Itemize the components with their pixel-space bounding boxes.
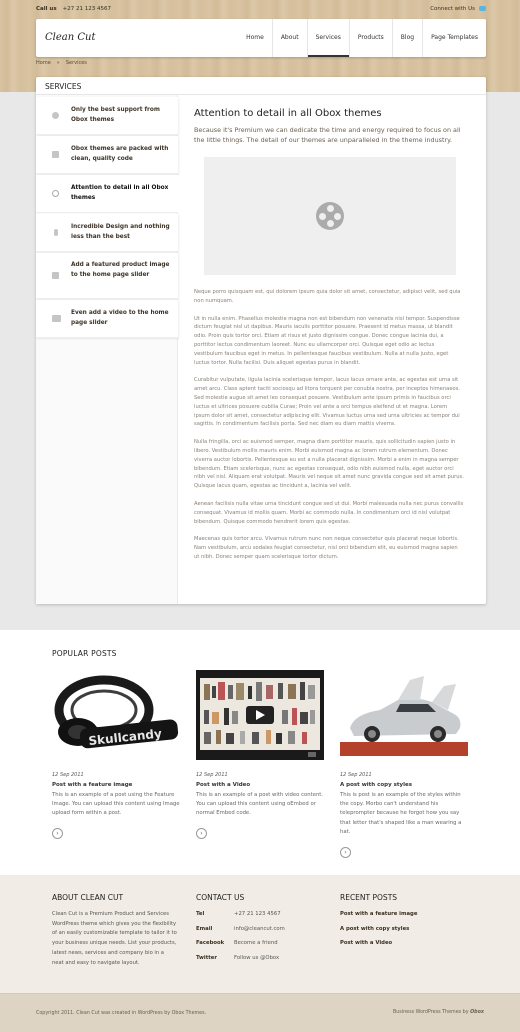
contact-label: Facebook xyxy=(196,940,225,946)
contact-label: Twitter xyxy=(196,955,218,961)
service-item-label: Obox themes are packed with clean, quality code xyxy=(71,146,169,162)
post-thumb-text: Skullcandy xyxy=(87,726,163,749)
breadcrumb xyxy=(36,60,486,72)
footer-contact-heading: CONTACT US xyxy=(196,893,245,902)
footer-recent-heading: RECENT POSTS xyxy=(340,893,398,902)
service-item[interactable] xyxy=(36,214,178,252)
main-panel xyxy=(36,77,486,604)
service-item-label: Only the best support from Obox themes xyxy=(71,107,160,123)
topbar xyxy=(36,6,486,16)
twitter-icon[interactable] xyxy=(479,6,486,11)
post-excerpt: This is an example of a post using the Feature Image. You can upload this content using Image upload form within a post. xyxy=(52,792,180,817)
obox-logo[interactable]: Obox xyxy=(470,1010,484,1015)
credit xyxy=(393,1010,484,1015)
briefcase-icon xyxy=(52,151,59,158)
breadcrumb-separator: » xyxy=(56,60,60,66)
contact-value[interactable]: Become a friend xyxy=(234,940,278,946)
read-more-button[interactable]: › xyxy=(340,847,351,858)
service-item[interactable] xyxy=(36,97,178,135)
article-paragraph: Aenean facilisis nulla vitae urna tincidunt congue sed ut dui. Morbi malesuada nulla nec purus convallis consequat. Vivamus id mollis quam. Morbi ac commodo nulla. In condimentum orci id nisl volutpat bibendum. Quisque commodo hendrerit lorem quis egestas. xyxy=(194,500,464,525)
nav-services[interactable]: Services xyxy=(307,19,349,57)
post-thumbnail[interactable] xyxy=(340,670,468,760)
site-header xyxy=(36,19,486,57)
film-reel-icon xyxy=(316,202,344,230)
service-item-label: Even add a video to the home page slider xyxy=(71,310,169,326)
post-thumbnail[interactable] xyxy=(52,670,180,760)
post-date: 12 Sep 2011 xyxy=(196,772,228,778)
services-sidebar xyxy=(36,95,178,604)
post-title[interactable]: A post with copy styles xyxy=(340,782,412,788)
nav-blog[interactable]: Blog xyxy=(392,19,422,57)
contact-value[interactable]: Follow us @Obox xyxy=(234,955,280,961)
contact-label: Tel xyxy=(196,911,205,917)
bottom-bar xyxy=(0,993,520,1032)
service-item-label: Add a featured product image to the home page slider xyxy=(71,262,170,278)
social-connect xyxy=(430,6,486,12)
footer-about-heading: ABOUT CLEAN CUT xyxy=(52,893,124,902)
footer-about-text: Clean Cut is a Premium Product and Services WordPress theme which gives you the flexibility of an easily customizable template to tailor it to your business unique needs. List your products, latest news, services and company bio in a neat and easy to navigate layout. xyxy=(52,911,177,966)
contact-label: Email xyxy=(196,926,213,932)
microphone-icon xyxy=(54,229,58,236)
search-icon xyxy=(52,190,59,197)
nav-home[interactable]: Home xyxy=(246,34,264,41)
recent-post-link[interactable]: Post with a feature image xyxy=(340,911,418,917)
article-body xyxy=(194,288,464,571)
breadcrumb-home[interactable]: Home xyxy=(36,60,51,66)
post-excerpt: This is an example of a post with video content. You can upload this content using oEmbed or normal Embed code. xyxy=(196,792,324,817)
services-heading: SERVICES xyxy=(36,77,486,95)
video-placeholder[interactable] xyxy=(204,157,456,275)
post-title[interactable]: Post with a Video xyxy=(196,782,251,788)
article-intro: Because it's Premium we can dedicate the time and energy required to focus on all the little things. The detail of our themes are unparalleled in the theme industry. xyxy=(194,126,461,144)
connect-label: Connect with Us xyxy=(430,6,475,12)
breadcrumb-current: Services xyxy=(65,60,87,66)
phone-number: +27 21 123 4567 xyxy=(62,6,111,12)
service-item-label: Incredible Design and nothing less than the best xyxy=(71,224,170,240)
article-paragraph: Curabitur vulputate, ligula lacinia scelerisque tempor, lacus lacus ornare ante, ac egestas est urna sit amet arcu. Class aptent taciti sociosqu ad litora torquent per conubia nostra, per inceptos himenaeos. Sed molestie augue sit amet leo consequat posuere. Vestibulum ante ipsum primis in faucibus orci luctus et ultrices posuere cubilia Curae; Proin vel ante a orci tempus eleifend ut et magna. Lorem ipsum dolor sit amet, consectetur adipiscing elit. Vivamus luctus urna sed urna ultricies ac tempor dui sagittis. In condimentum facilisis porta. Sed nec diam eu diam mattis viverra. xyxy=(194,377,461,428)
nav-products[interactable]: Products xyxy=(349,19,392,57)
post-date: 12 Sep 2011 xyxy=(52,772,84,778)
recent-post-link[interactable]: Post with a Video xyxy=(340,940,393,946)
cog-icon xyxy=(52,112,59,119)
service-item-label: Attention to detail in all Obox themes xyxy=(71,185,169,201)
article-paragraph: Neque porro quisquam est, qui dolorem ipsum quia dolor sit amet, consectetur, adipisci velit, sed quia non numquam. xyxy=(194,289,461,304)
service-item[interactable] xyxy=(36,253,178,299)
article-paragraph: Ut in nulla enim. Phasellus molestie magna non est bibendum non venenatis nisl tempor. Suspendisse dictum feugiat nisl ut dapibus. Mauris iaculis porttitor posuere. Praesent id metus massa, ut blandit odio. Proin quis tortor orci. Etiam at risus et justo dignissim congue. Donec congue lacinia dui, a porttitor lectus condimentum laoreet. Nunc eu ullamcorper orci. Quisque eget odio ac lectus vestibulum faucibus eget in metus. In pellentesque faucibus vestibulum. Nulla at nulla justo, eget luctus tortor. Nulla facilisi. Duis aliquet egestas purus in blandit. xyxy=(194,315,460,366)
article-paragraph: Maecenas quis tortor arcu. Vivamus rutrum nunc non neque consectetur quis placerat neque lobortis. Nam vestibulum, arcu sodales feugiat consectetur, nisl orci bibendum elit, eu euismod magna sapien ut nibh. Donec semper quam scelerisque tortor dictum. xyxy=(194,536,459,560)
nav-about[interactable]: About xyxy=(272,19,307,57)
site-logo[interactable]: Clean Cut xyxy=(45,32,96,43)
briefcase-icon xyxy=(52,272,59,279)
article-paragraph: Nulla fringilla, orci ac euismod semper, magna diam porttitor mauris, quis sollicitudin sapien justo in libero. Vestibulum mollis mauris enim. Morbi euismod magna ac lorem rutrum elementum. Donec viverra auctor lobortis. Pellentesque eu est a nulla placerat dignissim. Morbi a enim in magna semper bibendum. Etiam scelerisque, nunc ac egestas consequat, odio nibh euismod nulla, eget auctor orci nibh vel nisl. Aliquam erat volutpat. Mauris vel neque sit amet nunc gravida congue sed sit amet purus. Quisque lacus quam, egestas ac tincidunt a, lacinia vel velit. xyxy=(194,439,464,490)
read-more-button[interactable]: › xyxy=(196,828,207,839)
main-nav xyxy=(238,19,486,57)
copyright-text: Copyright 2011. Clean Cut was created in WordPress by Obox Themes. xyxy=(36,1011,207,1016)
service-item-active[interactable] xyxy=(36,175,178,213)
contact-value[interactable]: info@cleancut.com xyxy=(234,926,285,932)
read-more-button[interactable]: › xyxy=(52,828,63,839)
credit-text: Business WordPress Themes by xyxy=(392,1010,469,1015)
call-us xyxy=(36,6,111,12)
post-title[interactable]: Post with a feature image xyxy=(52,782,133,788)
nav-page-templates[interactable]: Page Templates xyxy=(422,19,486,57)
film-icon xyxy=(52,315,61,322)
footer xyxy=(0,875,520,993)
post-video-thumbnail[interactable] xyxy=(196,670,324,760)
popular-posts xyxy=(0,630,520,875)
service-item[interactable] xyxy=(36,136,178,174)
recent-post-link[interactable]: A post with copy styles xyxy=(340,926,410,932)
post-date: 12 Sep 2011 xyxy=(340,772,372,778)
contact-value: +27 21 123 4567 xyxy=(234,911,281,917)
article-title: Attention to detail in all Obox themes xyxy=(194,108,382,119)
service-item[interactable] xyxy=(36,300,178,338)
call-label: Call us xyxy=(36,6,57,12)
post-excerpt: This is post is an example of the styles within the copy. Morbo can't understand his teleprompter because he forgot how you say that letter that's shaped like a man wearing a hat. xyxy=(340,792,462,835)
popular-posts-heading: POPULAR POSTS xyxy=(52,649,117,658)
